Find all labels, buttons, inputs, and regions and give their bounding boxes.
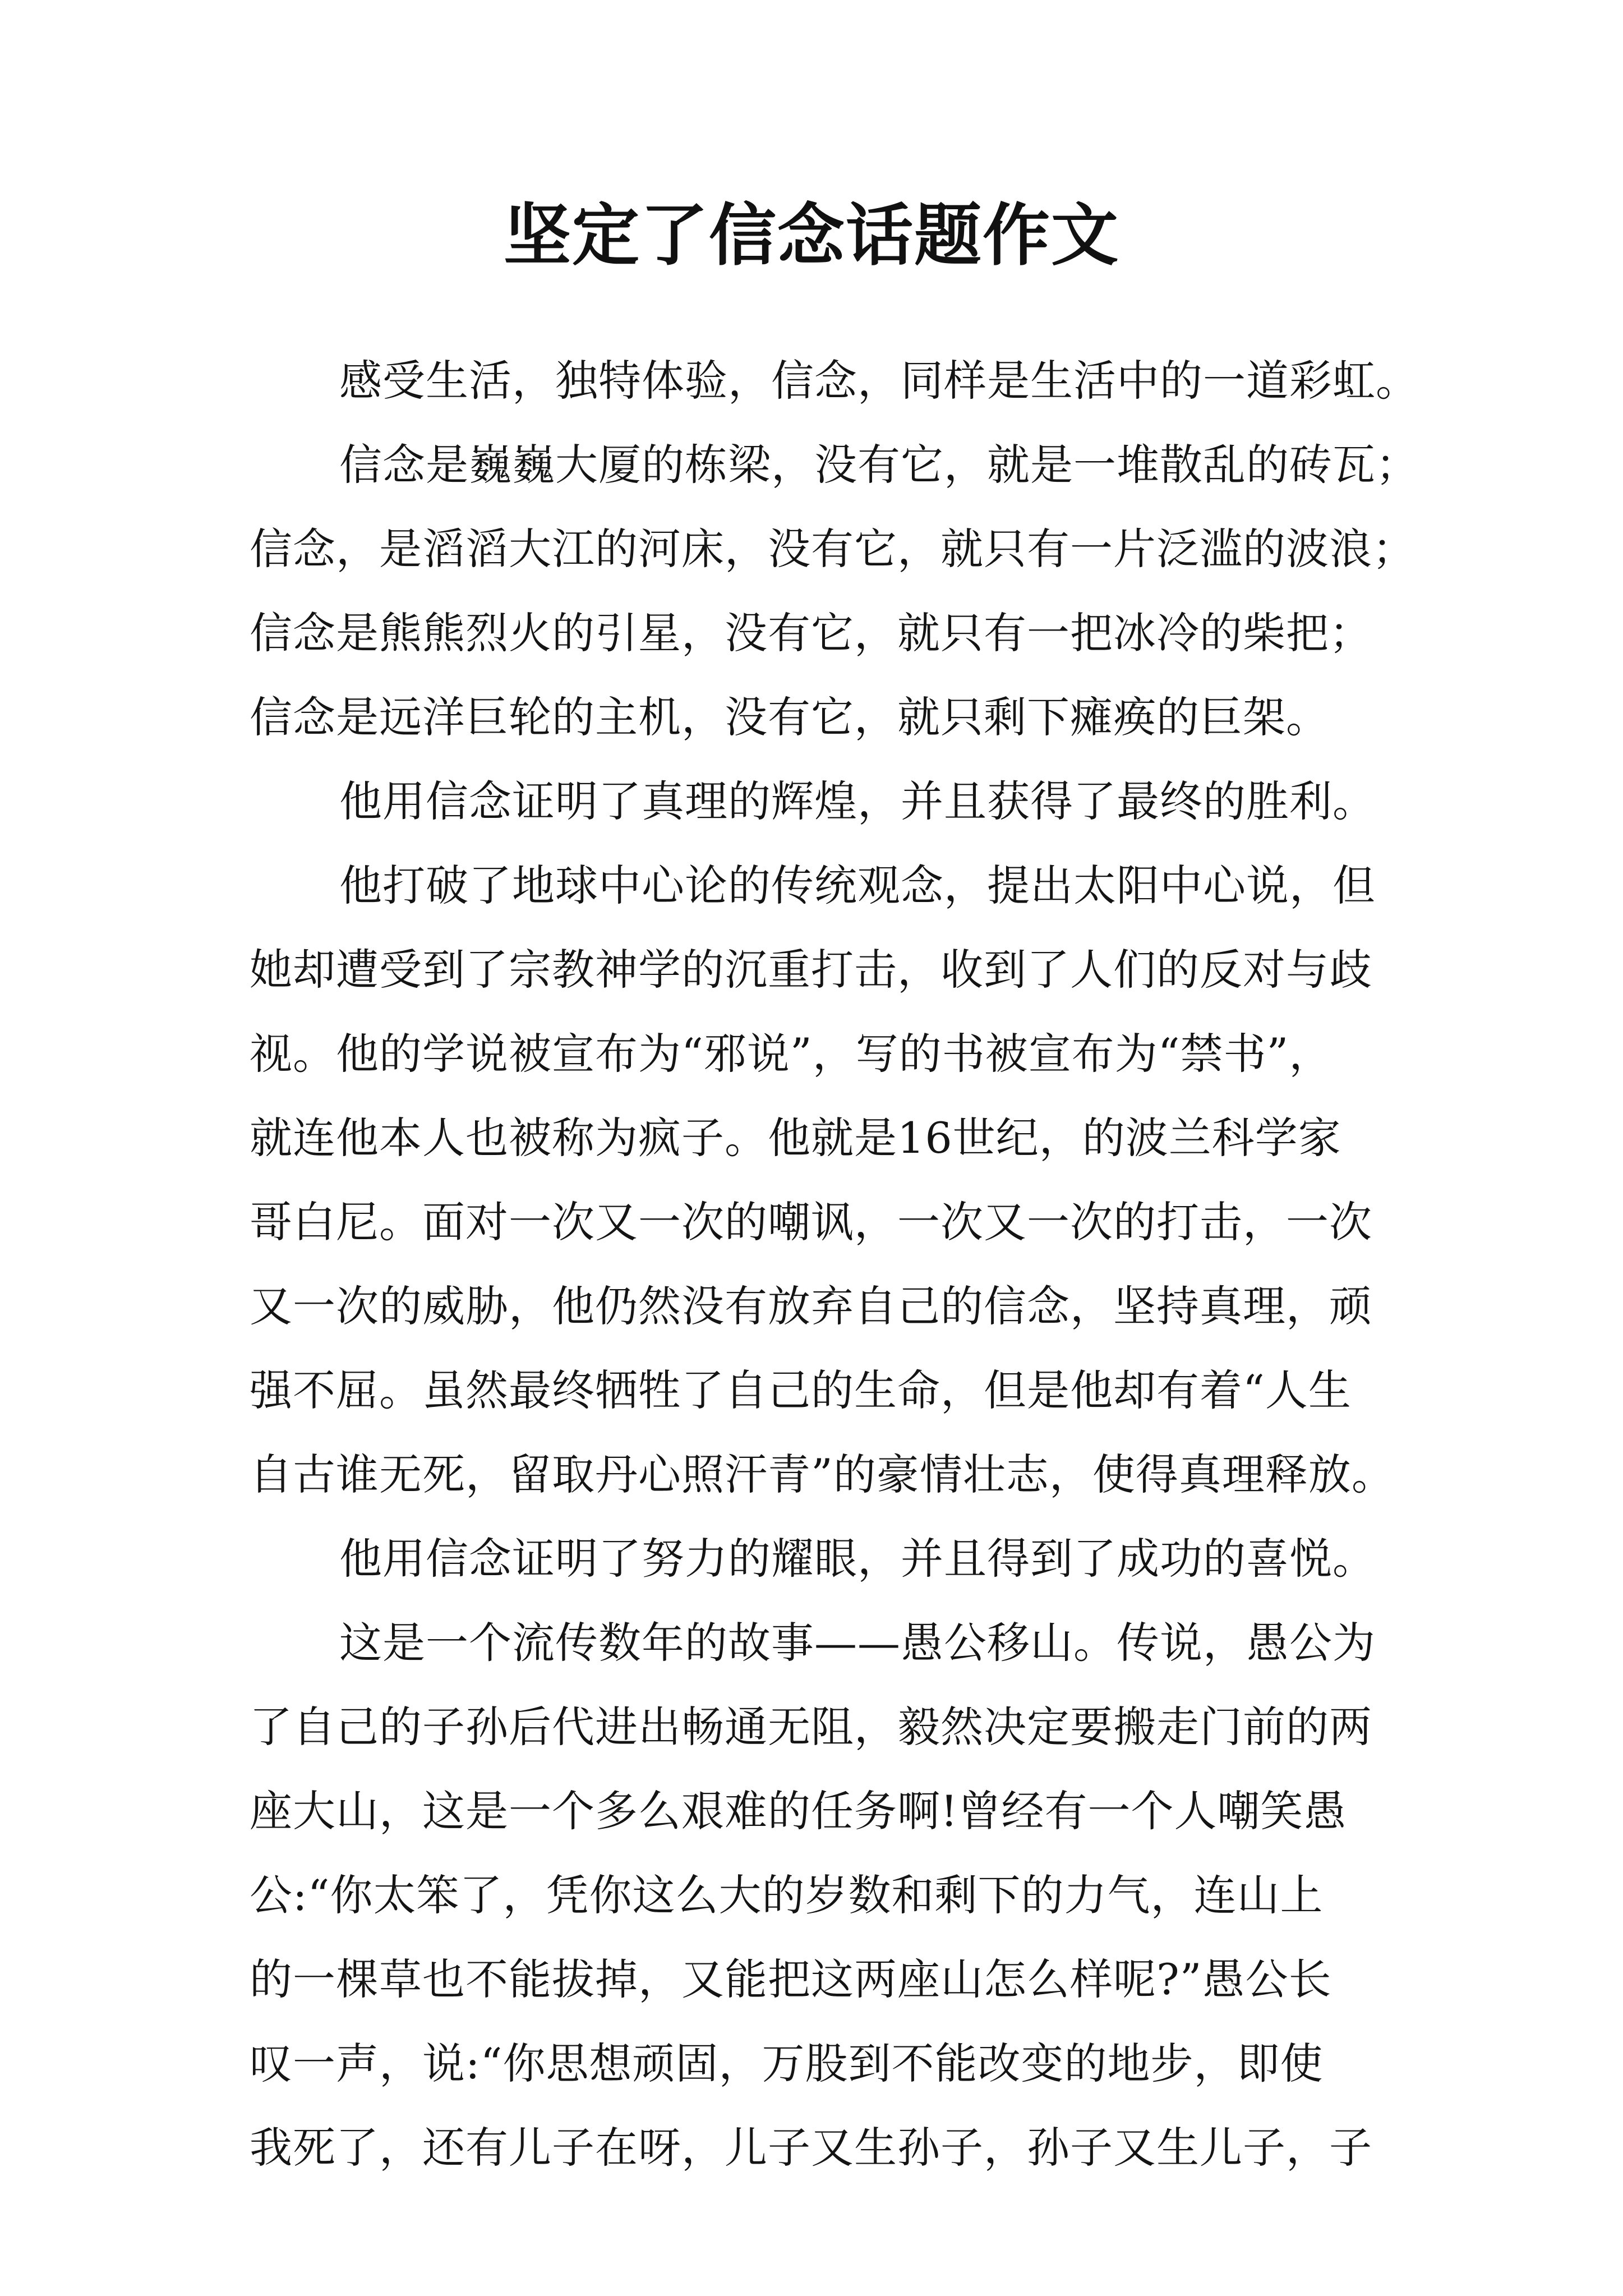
text-line: 座大山，这是一个多么艰难的任务啊!曾经有一个人嘲笑愚 <box>250 1786 1347 1836</box>
text-line: 信念是远洋巨轮的主机，没有它，就只剩下瘫痪的巨架。 <box>250 692 1329 742</box>
text-line: 叹一声，说:“你思想顽固，万股到不能改变的地步，即使 <box>250 2039 1324 2088</box>
text-line: 的一棵草也不能拔掉，又能把这两座山怎么样呢?”愚公长 <box>250 1954 1332 2004</box>
text-line: 这是一个流传数年的故事——愚公移山。传说，愚公为 <box>339 1618 1376 1668</box>
text-line: 感受生活，独特体验，信念，同样是生活中的一道彩虹。 <box>339 356 1419 406</box>
text-line: 他打破了地球中心论的传统观念，提出太阳中心说，但 <box>339 861 1376 910</box>
document-body <box>250 339 1419 2190</box>
text-line: 强不屈。虽然最终牺牲了自己的生命，但是他却有着“人生 <box>250 1365 1352 1415</box>
text-line: 哥白尼。面对一次又一次的嘲讽，一次又一次的打击，一次 <box>250 1197 1372 1247</box>
text-line: 他用信念证明了真理的辉煌，并且获得了最终的胜利。 <box>339 776 1376 826</box>
text-line: 公:“你太笨了，凭你这么大的岁数和剩下的力气，连山上 <box>250 1870 1324 1920</box>
text-line: 就连他本人也被称为疯子。他就是16世纪，的波兰科学家 <box>250 1113 1341 1163</box>
text-line: 了自己的子孙后代进出畅通无阻，毅然决定要搬走门前的两 <box>250 1702 1372 1752</box>
text-line: 视。他的学说被宣布为“邪说”，写的书被宣布为“禁书”， <box>250 1029 1332 1079</box>
document-title: 坚定了信念话题作文 <box>504 196 1119 275</box>
text-line: 信念是巍巍大厦的栋梁，没有它，就是一堆散乱的砖瓦； <box>339 440 1419 490</box>
text-line: 信念是熊熊烈火的引星，没有它，就只有一把冰冷的柴把； <box>250 608 1372 658</box>
text-line: 又一次的威胁，他仍然没有放弃自己的信念，坚持真理，顽 <box>250 1281 1372 1331</box>
text-line: 自古谁无死，留取丹心照汗青”的豪情壮志，使得真理释放。 <box>250 1450 1395 1499</box>
text-line: 他用信念证明了努力的耀眼，并且得到了成功的喜悦。 <box>339 1534 1376 1584</box>
text-line: 我死了，还有儿子在呀，儿子又生孙子，孙子又生儿子，子 <box>250 2123 1372 2173</box>
text-line: 信念，是滔滔大江的河床，没有它，就只有一片泛滥的波浪； <box>250 524 1415 574</box>
text-line: 她却遭受到了宗教神学的沉重打击，收到了人们的反对与歧 <box>250 945 1372 995</box>
